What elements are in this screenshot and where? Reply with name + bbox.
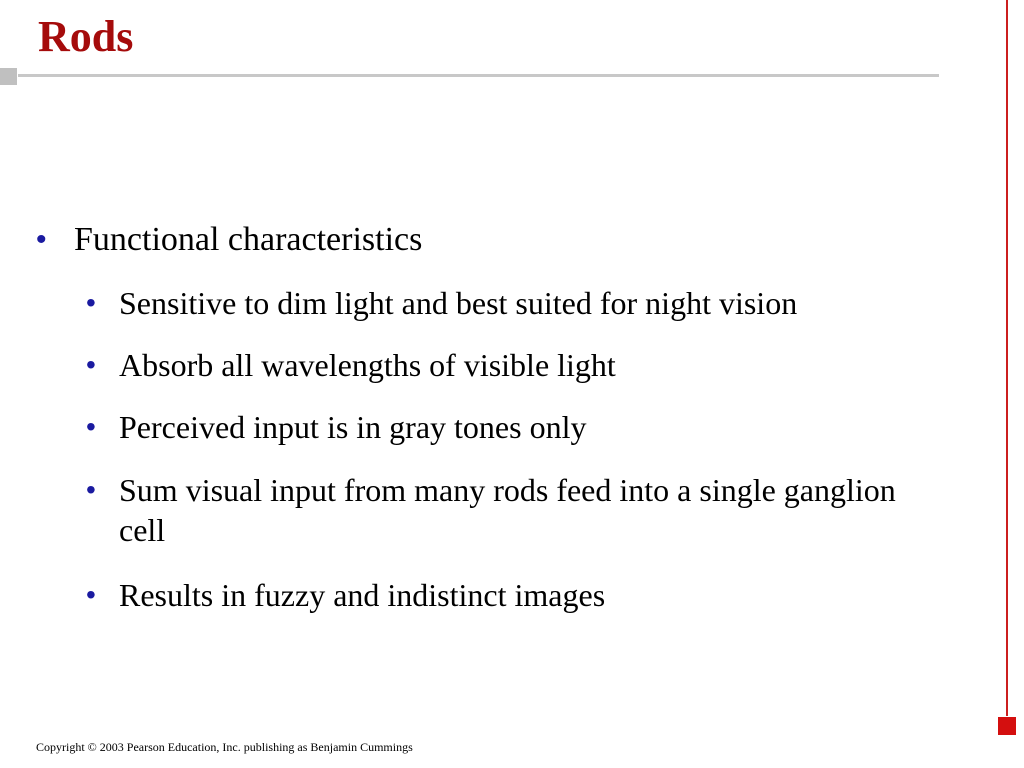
sub-bullet-item bbox=[86, 345, 979, 385]
sub-bullet-item bbox=[86, 575, 979, 615]
bullet-icon: • bbox=[86, 287, 96, 318]
decorative-red-square bbox=[998, 717, 1016, 735]
right-vertical-rule bbox=[1006, 0, 1008, 716]
sub-bullet-text: Sensitive to dim light and best suited for night vision bbox=[119, 285, 798, 321]
sub-bullet-text: Absorb all wavelengths of visible light bbox=[119, 347, 616, 383]
sub-bullet-item bbox=[86, 470, 949, 550]
bullet-icon: • bbox=[36, 223, 47, 256]
bullet-icon: • bbox=[86, 474, 96, 505]
bullet-text: Functional characteristics bbox=[74, 221, 423, 258]
bullet-icon: • bbox=[86, 349, 96, 380]
decorative-gray-square bbox=[0, 68, 17, 85]
bullet-icon: • bbox=[86, 579, 96, 610]
sub-bullet-text: Sum visual input from many rods feed into a single ganglion cell bbox=[119, 472, 896, 548]
sub-bullet-item bbox=[86, 407, 979, 447]
sub-bullet-item bbox=[86, 283, 979, 323]
slide-title: Rods bbox=[38, 12, 134, 61]
copyright-footer: Copyright © 2003 Pearson Education, Inc. publishing as Benjamin Cummings bbox=[36, 740, 413, 754]
sub-bullet-text: Results in fuzzy and indistinct images bbox=[119, 577, 606, 613]
bullet-item bbox=[36, 219, 423, 261]
sub-bullet-text: Perceived input is in gray tones only bbox=[119, 409, 587, 445]
title-underline-rule bbox=[18, 74, 939, 77]
bullet-icon: • bbox=[86, 411, 96, 442]
